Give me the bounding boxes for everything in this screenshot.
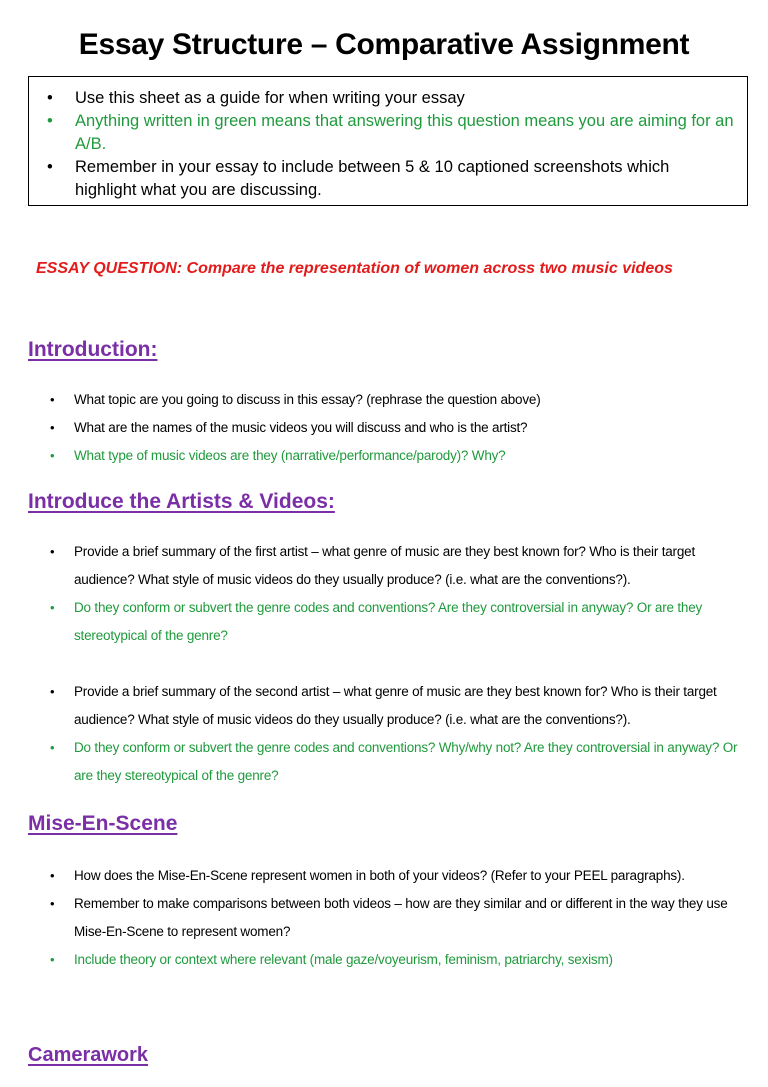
bullet-icon: • <box>50 684 55 699</box>
bullet-icon: • <box>50 740 55 755</box>
list-item-text: Remember to make comparisons between both videos – how are they similar and or different in the way they use Mise-En-Scene to represent women? <box>74 896 728 939</box>
list-item-text: How does the Mise-En-Scene represent women in both of your videos? (Refer to your PEEL paragraphs). <box>74 868 685 883</box>
list-item <box>50 442 740 470</box>
list-item <box>50 890 740 946</box>
guide-item-text: Anything written in green means that answering this question means you are aiming for an A/B. <box>75 112 734 153</box>
heading-mise-en-scene: Mise-En-Scene <box>28 812 178 835</box>
bullet-icon: • <box>50 420 55 435</box>
list-item <box>50 538 740 594</box>
bullet-icon: • <box>47 89 53 107</box>
introduction-list <box>50 386 740 470</box>
bullet-icon: • <box>50 868 55 883</box>
page-title: Essay Structure – Comparative Assignment <box>78 28 690 61</box>
list-item-text: Provide a brief summary of the first artist – what genre of music are they best known for? Who is their target audience? What style of music videos do they usually produce? (i.e. what are the conventions?). <box>74 544 696 587</box>
list-item <box>50 386 740 414</box>
guide-item-text: Remember in your essay to include between 5 & 10 captioned screenshots which highlight what you are discussing. <box>75 158 670 199</box>
list-item <box>50 862 740 890</box>
bullet-icon: • <box>47 158 53 176</box>
bullet-icon: • <box>50 896 55 911</box>
list-item-text: What type of music videos are they (narrative/performance/parody)? Why? <box>74 448 506 463</box>
bullet-icon: • <box>50 392 55 407</box>
heading-introduction: Introduction: <box>28 338 158 361</box>
list-item-text: Do they conform or subvert the genre codes and conventions? Are they controversial in anyway? Or are they stereotypical of the genre? <box>74 600 703 643</box>
list-item <box>50 734 740 790</box>
bullet-icon: • <box>50 544 55 559</box>
heading-artists: Introduce the Artists & Videos: <box>28 490 335 513</box>
mise-en-scene-list <box>50 862 740 974</box>
list-item-text: Do they conform or subvert the genre codes and conventions? Why/why not? Are they controversial in anyway? Or are they stereotypical of the genre? <box>74 740 738 783</box>
list-item <box>50 678 740 734</box>
guide-item <box>47 156 735 202</box>
list-item-text: Provide a brief summary of the second artist – what genre of music are they best known for? Who is their target audience? What style of music videos do they usually produce? (i.e. what are the conventions?). <box>74 684 717 727</box>
artists-list <box>50 538 740 790</box>
list-item <box>50 946 740 974</box>
bullet-icon: • <box>50 448 55 463</box>
guide-item-text: Use this sheet as a guide for when writing your essay <box>75 89 465 107</box>
bullet-icon: • <box>50 600 55 615</box>
list-item-text: Include theory or context where relevant (male gaze/voyeurism, feminism, patriarchy, sexism) <box>74 952 613 967</box>
bullet-icon: • <box>47 112 53 130</box>
list-item <box>50 594 740 650</box>
essay-question: ESSAY QUESTION: Compare the representation of women across two music videos <box>36 260 673 277</box>
heading-camerawork: Camerawork <box>28 1044 149 1066</box>
bullet-icon: • <box>50 952 55 967</box>
guide-box <box>28 76 748 206</box>
list-item <box>50 414 740 442</box>
guide-item <box>47 110 735 156</box>
list-item-text: What are the names of the music videos you will discuss and who is the artist? <box>74 420 528 435</box>
guide-item <box>47 87 735 110</box>
list-item-text: What topic are you going to discuss in this essay? (rephrase the question above) <box>74 392 541 407</box>
